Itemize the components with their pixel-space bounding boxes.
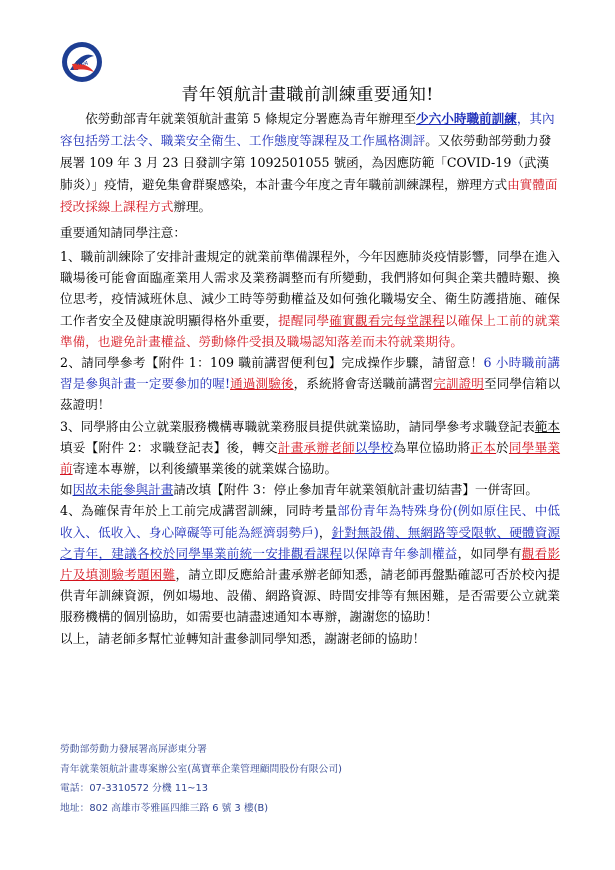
footer-contact	[60, 740, 560, 818]
intro-paragraph: 依勞動部青年就業領航計畫第 5 條規定分署應為青年辦理至少六小時職前訓練，其內容包括勞工法令、職業安全衛生、工作態度等課程及工作風格測評。又依勞動部勞動力發展署 109 年 3 月 23 日發訓字第 1092501055 號函，為因應防範「COVID-19（武漢肺炎）」疫情，避免集會群聚感染，本計畫今年度之青年職前訓練課程，辦理方式由實體面授改採線上課程方式辦理。	[60, 111, 558, 214]
page-title: 青年領航計畫職前訓練重要通知!	[181, 85, 434, 105]
notice-item-2: 2、請同學參考【附件 1：109 職前講習便利包】完成操作步驟，請留意！6 小時職前講習是參與計畫一定要參加的喔!通過測驗後，系統將會寄送職前講習完訓證明至同學信箱以茲證明！	[60, 355, 561, 413]
notice-heading: 重要通知請同學注意：	[60, 225, 186, 240]
agency-logo-icon	[60, 40, 104, 84]
footer-phone: 電話：07-3310572 分機 11~13	[60, 783, 208, 794]
notice-item-4: 4、為確保青年於上工前完成講習訓練，同時考量部份青年為特殊身份(例如原住民、中低收入、低收入、身心障礙等可能為經濟弱勢戶)，針對無設備、無網路等受限軟、硬體資源之青年，建議各校於同學畢業前統一安排觀看課程以保障青年參訓權益，如同學有觀看影片及填測驗考題困難，請立即反應給計畫承辦老師知悉，請老師再盤點確認可否於校內提供青年訓練資源，例如場地、設備、網路資源、時間安排等有無困難，是否需要公立就業服務機構的個別協助，如需要也請盡速通知本專辦，謝謝您的協助！	[60, 503, 561, 625]
svg-text:WDA: WDA	[75, 61, 89, 67]
footer-agency: 勞動部勞動力發展署高屏澎東分署	[60, 744, 207, 755]
footer-address: 地址：802 高雄市苓雅區四維三路 6 號 3 樓(B)	[60, 802, 269, 814]
notice-item-1: 1、職前訓練除了安排計畫規定的就業前準備課程外，今年因應肺炎疫情影響，同學在進入職場後可能會面臨產業用人需求及業務調整而有所變動，我們將如何與企業共體時艱、換位思考，疫情減班休息、減少工時等勞動權益及如何強化職場安全、衛生防護措施、確保工作者安全及健康說明顯得格外重要，提醒同學確實觀看完每堂課程以確保上工前的就業準備，也避免計畫權益、勞動條件受損及職場認知落差而未符就業期待。	[60, 249, 561, 349]
notice-item-3: 3、同學將由公立就業服務機構專職就業務服員提供就業協助，請同學參考求職登記表範本填妥【附件 2：求職登記表】後，轉交計畫承辦老師以學校為單位協助將正本於同學畢業前寄達本專辦，以利後續畢業後的就業媒合協助。 如因故未能參與計畫請改填【附件 3：停止參加青年就業領航計畫切結書】一併寄回。	[60, 418, 561, 498]
footer-office: 青年就業領航計畫專案辦公室(萬寶華企業管理顧問股份有限公司)	[60, 763, 342, 775]
closing-text: 以上，請老師多幫忙並轉知計畫參訓同學知悉，謝謝老師的協助！	[60, 630, 426, 646]
notice-items	[60, 246, 560, 649]
